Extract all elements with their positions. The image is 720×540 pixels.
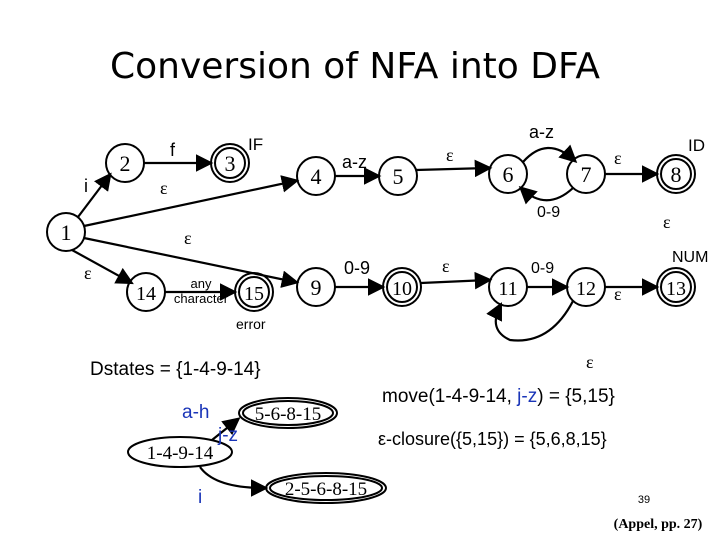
- svg-text:4: 4: [310, 164, 322, 189]
- token-error: error: [236, 316, 266, 332]
- dfa-label-jz: j-z: [218, 425, 239, 446]
- nfa-state-14: [127, 273, 165, 311]
- label-character: character: [173, 291, 229, 306]
- svg-text:5: 5: [392, 164, 404, 189]
- label-any: any: [190, 276, 212, 291]
- dfa-edge-i: [200, 467, 264, 488]
- label-f: f: [170, 140, 176, 160]
- nfa-state-5: [379, 157, 417, 195]
- nfa-state-2: [106, 144, 144, 182]
- dfa-label-ah: a-h: [182, 402, 210, 423]
- token-id: ID: [688, 136, 705, 155]
- token-num: NUM: [672, 249, 709, 266]
- nfa-state-3: [211, 144, 249, 182]
- nfa-state-12: [567, 268, 605, 306]
- svg-text:1-4-9-14: 1-4-9-14: [146, 443, 214, 464]
- nfa-state-15: [235, 273, 273, 311]
- label-eps-2-4: ε: [160, 178, 168, 198]
- label-09-loop: 0-9: [537, 204, 561, 221]
- label-i: i: [84, 176, 88, 196]
- label-eps-1-14: ε: [84, 263, 92, 283]
- svg-text:1: 1: [60, 220, 72, 245]
- label-eps-10-11: ε: [442, 256, 450, 276]
- nfa-state-13: [657, 268, 695, 306]
- label-eps-1-9: ε: [184, 228, 192, 248]
- label-eps-7-8: ε: [614, 148, 622, 168]
- closure-text: ε-closure({5,15}) = {5,6,8,15}: [378, 429, 607, 449]
- label-az-4-5: a-z: [342, 152, 368, 172]
- page-number: 39: [637, 494, 651, 506]
- citation: (Appel, pp. 27): [613, 517, 703, 532]
- label-eps-5-6: ε: [446, 145, 454, 165]
- svg-text:6: 6: [502, 162, 514, 187]
- token-if: IF: [248, 135, 264, 154]
- label-az-loop: a-z: [529, 122, 555, 142]
- svg-text:15: 15: [244, 283, 264, 305]
- svg-text:12: 12: [576, 278, 596, 300]
- move-text: move(1-4-9-14, j-z) = {5,15}: [382, 386, 615, 407]
- dfa-node-5-6-8-15: [239, 398, 337, 428]
- page-title: Conversion of NFA into DFA: [110, 46, 600, 87]
- svg-text:11: 11: [498, 278, 518, 300]
- nfa-state-11: [489, 268, 527, 306]
- svg-text:10: 10: [392, 278, 412, 300]
- svg-text:14: 14: [136, 283, 156, 305]
- dfa-label-i: i: [198, 487, 203, 508]
- dfa-node-2-5-6-8-15: [266, 473, 386, 503]
- label-09-11-12: 0-9: [531, 260, 555, 277]
- dstates-text: Dstates = {1-4-9-14}: [90, 359, 261, 380]
- svg-text:9: 9: [310, 275, 322, 300]
- nfa-state-9: [297, 268, 335, 306]
- nfa-state-7: [567, 155, 605, 193]
- label-eps-id: ε: [663, 212, 671, 232]
- label-eps-12-11: ε: [586, 352, 594, 372]
- svg-text:3: 3: [224, 151, 236, 176]
- label-09-9-10: 0-9: [344, 258, 371, 278]
- nfa-state-4: [297, 157, 335, 195]
- nfa-state-1: [47, 213, 85, 251]
- label-eps-12-13: ε: [614, 284, 622, 304]
- svg-text:13: 13: [666, 278, 686, 300]
- dfa-node-start: [128, 437, 232, 467]
- svg-text:2-5-6-8-15: 2-5-6-8-15: [284, 479, 368, 500]
- nfa-state-8: [657, 155, 695, 193]
- svg-text:7: 7: [580, 162, 592, 187]
- svg-text:2: 2: [119, 151, 131, 176]
- nfa-state-6: [489, 155, 527, 193]
- nfa-state-10: [383, 268, 421, 306]
- svg-text:8: 8: [670, 162, 682, 187]
- svg-text:5-6-8-15: 5-6-8-15: [254, 404, 322, 425]
